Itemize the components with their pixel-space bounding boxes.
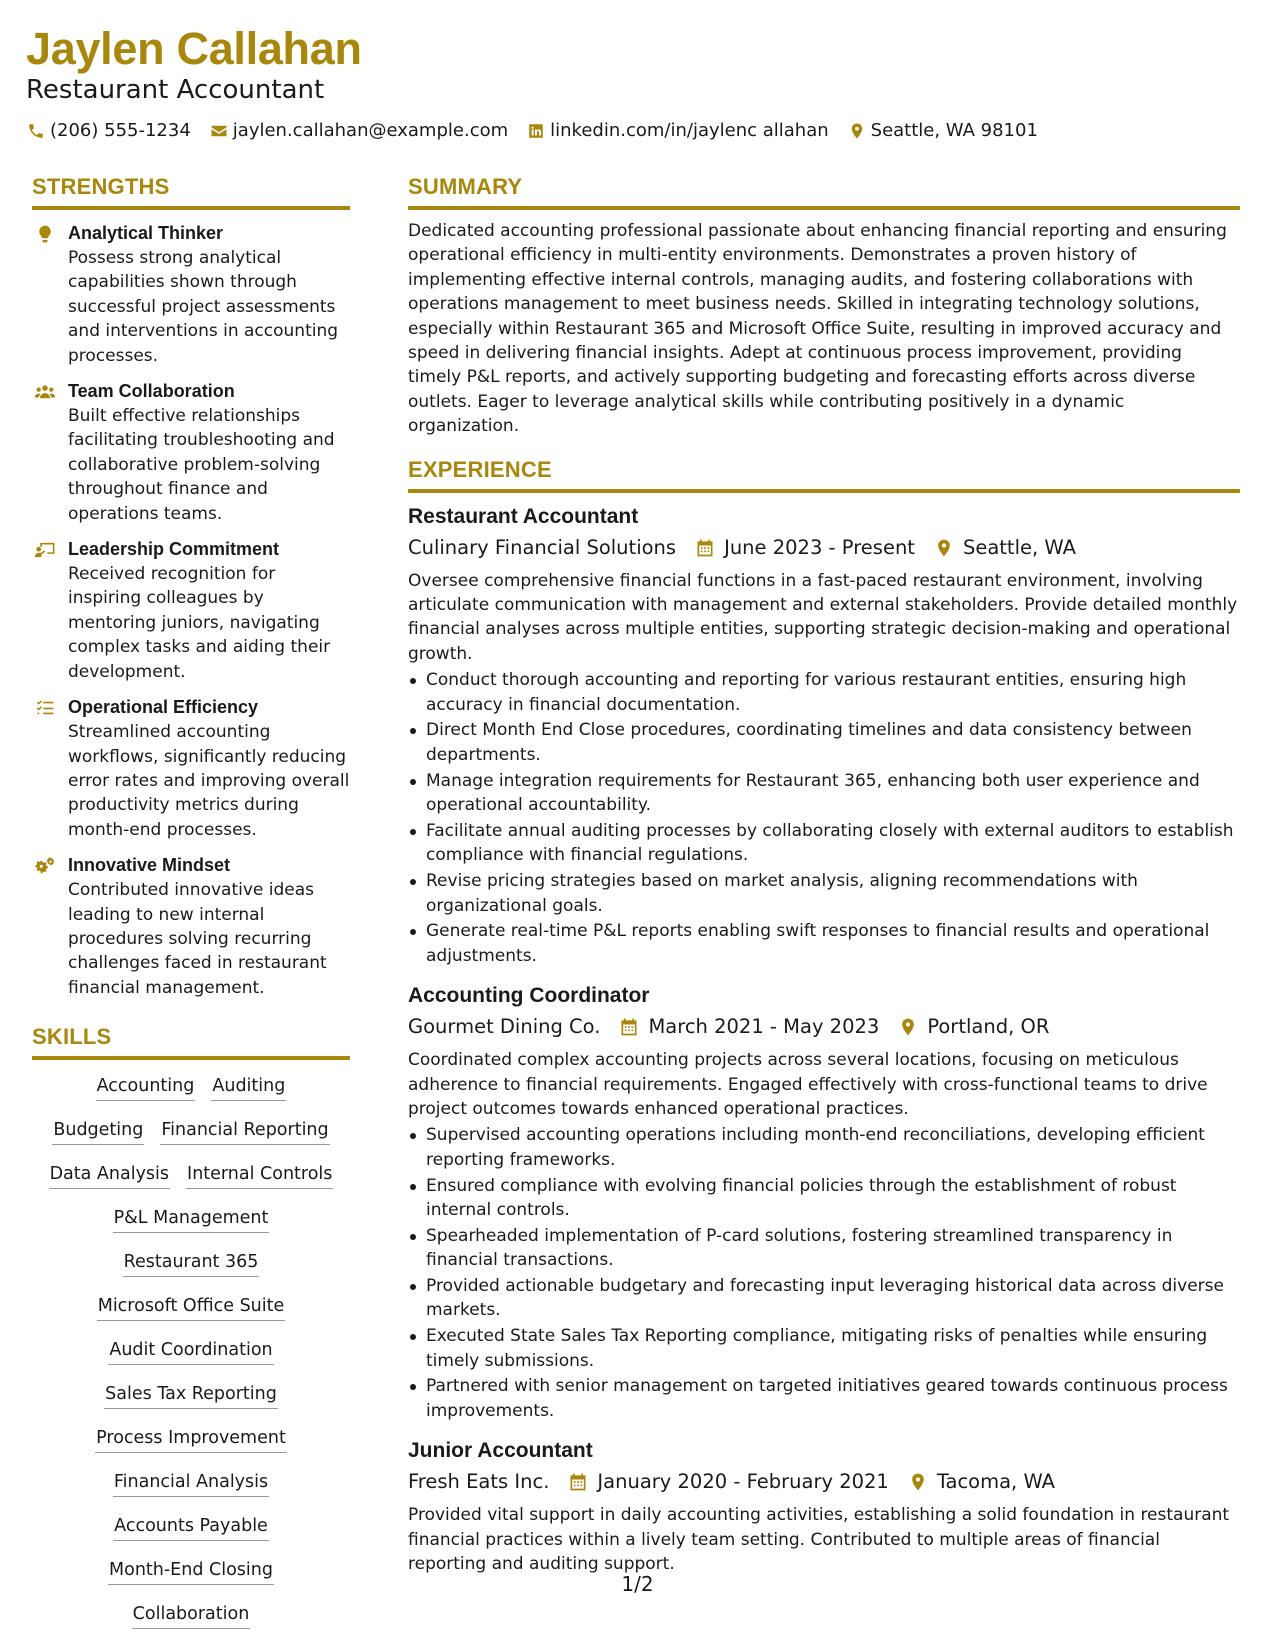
skill-tag: Sales Tax Reporting [104, 1382, 278, 1409]
skills-list [32, 1074, 350, 1646]
job-entry [408, 1437, 1240, 1576]
skill-tag: Auditing [211, 1074, 286, 1101]
summary-text: Dedicated accounting professional passionate about enhancing financial reporting and ensuring operational efficiency in multi-entity environments. Demonstrates a proven history of implementing effective internal controls, managing audits, and fostering collaborations with operations management to meet business needs. Skilled in integrating technology solutions, especially within Restaurant 365 and Microsoft Office Suite, resulting in improved accuracy and speed in delivering financial insights. Adept at continuous process improvement, providing timely P&L reports, and actively supporting budgeting and forecasting efforts across diverse outlets. Eager to leverage analytical skills while contributing positively in a dynamic organization. [408, 221, 1227, 437]
job-title: Restaurant Accountant [408, 504, 639, 528]
list-item: Partnered with senior management on targeted initiatives geared towards continuous process improvements. [408, 1374, 1240, 1423]
map-pin-icon [897, 1016, 919, 1038]
job-company: Culinary Financial Solutions [408, 535, 677, 559]
job-entry [408, 503, 1240, 968]
envelope-icon [209, 121, 229, 141]
strength-description: Possess strong analytical capabilities shown through successful project assessments and interventions in accounting processes. [68, 248, 339, 366]
job-meta [408, 533, 1240, 563]
skill-tag: Accounting [96, 1074, 196, 1101]
strength-item [32, 695, 350, 842]
users-icon [34, 379, 64, 526]
summary-heading: SUMMARY [408, 174, 1240, 210]
list-item: Spearheaded implementation of P-card solutions, fostering streamlined transparency in financial transactions. [408, 1224, 1240, 1273]
strength-description: Built effective relationships facilitating troubleshooting and collaborative problem-solving throughout finance and operations teams. [68, 406, 335, 524]
contact-phone-text: (206) 555-1234 [50, 120, 191, 141]
job-location [897, 1012, 1049, 1042]
job-description: Oversee comprehensive financial functions in a fast-paced restaurant environment, involving articulate communication with management and external stakeholders. Provide detailed monthly financial analyses across multiple entities, supporting strategic decision-making and operational growth. [408, 570, 1238, 664]
contact-bar [26, 120, 1246, 141]
skill-tag: Financial Analysis [113, 1470, 269, 1497]
job-title: Accounting Coordinator [408, 984, 650, 1008]
list-item: Facilitate annual auditing processes by collaborating closely with external auditors to establish compliance with financial regulations. [408, 819, 1240, 868]
skill-tag: Month-End Closing [108, 1558, 274, 1585]
lightbulb-icon [34, 221, 64, 368]
job-bullets [408, 1123, 1240, 1423]
contact-linkedin-text[interactable]: linkedin.com/in/jaylenc allahan [550, 120, 829, 141]
job-dates [567, 1467, 888, 1497]
list-item: Manage integration requirements for Restaurant 365, enhancing both user experience and operational accountability. [408, 769, 1240, 818]
experience-heading: EXPERIENCE [408, 457, 1240, 493]
page-number: 1/2 [621, 1572, 654, 1596]
job-description: Coordinated complex accounting projects across several locations, focusing on meticulous adherence to financial requirements. Engaged effectively with cross-functional teams to drive project outcomes towards enhanced operational practices. [408, 1050, 1208, 1119]
candidate-role: Restaurant Accountant [26, 75, 325, 105]
job-meta [408, 1467, 1240, 1497]
map-pin-icon [907, 1471, 929, 1493]
list-item: Direct Month End Close procedures, coordinating timelines and data consistency between departments. [408, 718, 1240, 767]
contact-location [847, 120, 1038, 141]
job-title: Junior Accountant [408, 1439, 593, 1463]
list-item: Ensured compliance with evolving financial policies through the establishment of robust internal controls. [408, 1174, 1240, 1223]
skill-tag: Budgeting [52, 1118, 144, 1145]
contact-phone [26, 120, 191, 141]
map-pin-icon [847, 121, 867, 141]
skill-tag: Data Analysis [49, 1162, 170, 1189]
strength-title: Innovative Mindset [68, 855, 231, 876]
strength-item [32, 379, 350, 526]
list-item: Executed State Sales Tax Reporting compliance, mitigating risks of penalties while ensuring timely submissions. [408, 1324, 1240, 1373]
skill-tag: Audit Coordination [108, 1338, 273, 1365]
strength-title: Operational Efficiency [68, 697, 259, 718]
strength-title: Leadership Commitment [68, 539, 280, 560]
skills-section [32, 1024, 350, 1646]
contact-linkedin[interactable] [526, 120, 829, 141]
job-meta [408, 1012, 1240, 1042]
map-pin-icon [933, 537, 955, 559]
job-location-text: Tacoma, WA [936, 1470, 1056, 1494]
list-item: Conduct thorough accounting and reporting for various restaurant entities, ensuring high accuracy in financial documentation. [408, 668, 1240, 717]
job-description: Provided vital support in daily accounting activities, establishing a solid foundation in restaurant financial practices within a lively team setting. Contributed to multiple areas of financial reporting and auditing support. [408, 1505, 1230, 1574]
skill-tag: Collaboration [132, 1602, 251, 1629]
strength-description: Streamlined accounting workflows, significantly reducing error rates and improving overall productivity metrics during month-end processes. [68, 722, 350, 840]
job-bullets [408, 668, 1240, 968]
skill-tag: Financial Reporting [160, 1118, 329, 1145]
job-dates [694, 533, 915, 563]
job-dates-text: June 2023 - Present [724, 535, 915, 559]
list-check-icon [34, 695, 64, 842]
skill-tag: Restaurant 365 [123, 1250, 260, 1277]
strength-description: Contributed innovative ideas leading to new internal procedures solving recurring challenges faced in restaurant financial management. [68, 880, 327, 998]
list-item: Revise pricing strategies based on market analysis, aligning recommendations with organizational goals. [408, 869, 1240, 918]
contact-email[interactable] [209, 120, 508, 141]
strength-title: Analytical Thinker [68, 223, 224, 243]
job-company: Gourmet Dining Co. [408, 1015, 601, 1039]
candidate-name: Jaylen Callahan [26, 23, 362, 74]
job-dates-text: January 2020 - February 2021 [597, 1470, 889, 1494]
strengths-heading: STRENGTHS [32, 174, 350, 210]
job-location [933, 533, 1076, 563]
resume-header [26, 22, 1246, 141]
strength-item [32, 221, 350, 368]
calendar-icon [567, 1471, 589, 1493]
calendar-icon [618, 1016, 640, 1038]
strength-description: Received recognition for inspiring colleagues by mentoring juniors, navigating complex tasks and aiding their development. [68, 564, 331, 682]
job-location [907, 1467, 1055, 1497]
list-item: Supervised accounting operations including month-end reconciliations, developing efficient reporting frameworks. [408, 1123, 1240, 1172]
list-item: Provided actionable budgetary and forecasting input leveraging historical data across diverse markets. [408, 1274, 1240, 1323]
job-dates [618, 1012, 879, 1042]
skill-tag: Process Improvement [95, 1426, 287, 1453]
job-entry [408, 982, 1240, 1423]
skill-tag: Microsoft Office Suite [97, 1294, 286, 1321]
skill-tag: P&L Management [113, 1206, 270, 1233]
chalkboard-teacher-icon [34, 537, 64, 684]
gears-icon [34, 853, 64, 1000]
job-company: Fresh Eats Inc. [408, 1470, 550, 1494]
strength-title: Team Collaboration [68, 381, 235, 402]
contact-email-text[interactable]: jaylen.callahan@example.com [232, 120, 509, 141]
strength-item [32, 853, 350, 1000]
job-location-text: Portland, OR [927, 1015, 1050, 1039]
job-location-text: Seattle, WA [962, 535, 1076, 559]
skills-heading: SKILLS [32, 1024, 350, 1060]
skill-tag: Internal Controls [186, 1162, 333, 1189]
right-column [408, 174, 1240, 1576]
left-column [32, 174, 350, 1646]
strength-item [32, 537, 350, 684]
calendar-icon [694, 537, 716, 559]
job-dates-text: March 2021 - May 2023 [648, 1015, 880, 1039]
skill-tag: Accounts Payable [113, 1514, 269, 1541]
list-item: Generate real-time P&L reports enabling swift responses to financial results and operational adjustments. [408, 919, 1240, 968]
phone-icon [26, 121, 46, 141]
linkedin-icon [526, 121, 546, 141]
contact-location-text: Seattle, WA 98101 [870, 120, 1038, 141]
